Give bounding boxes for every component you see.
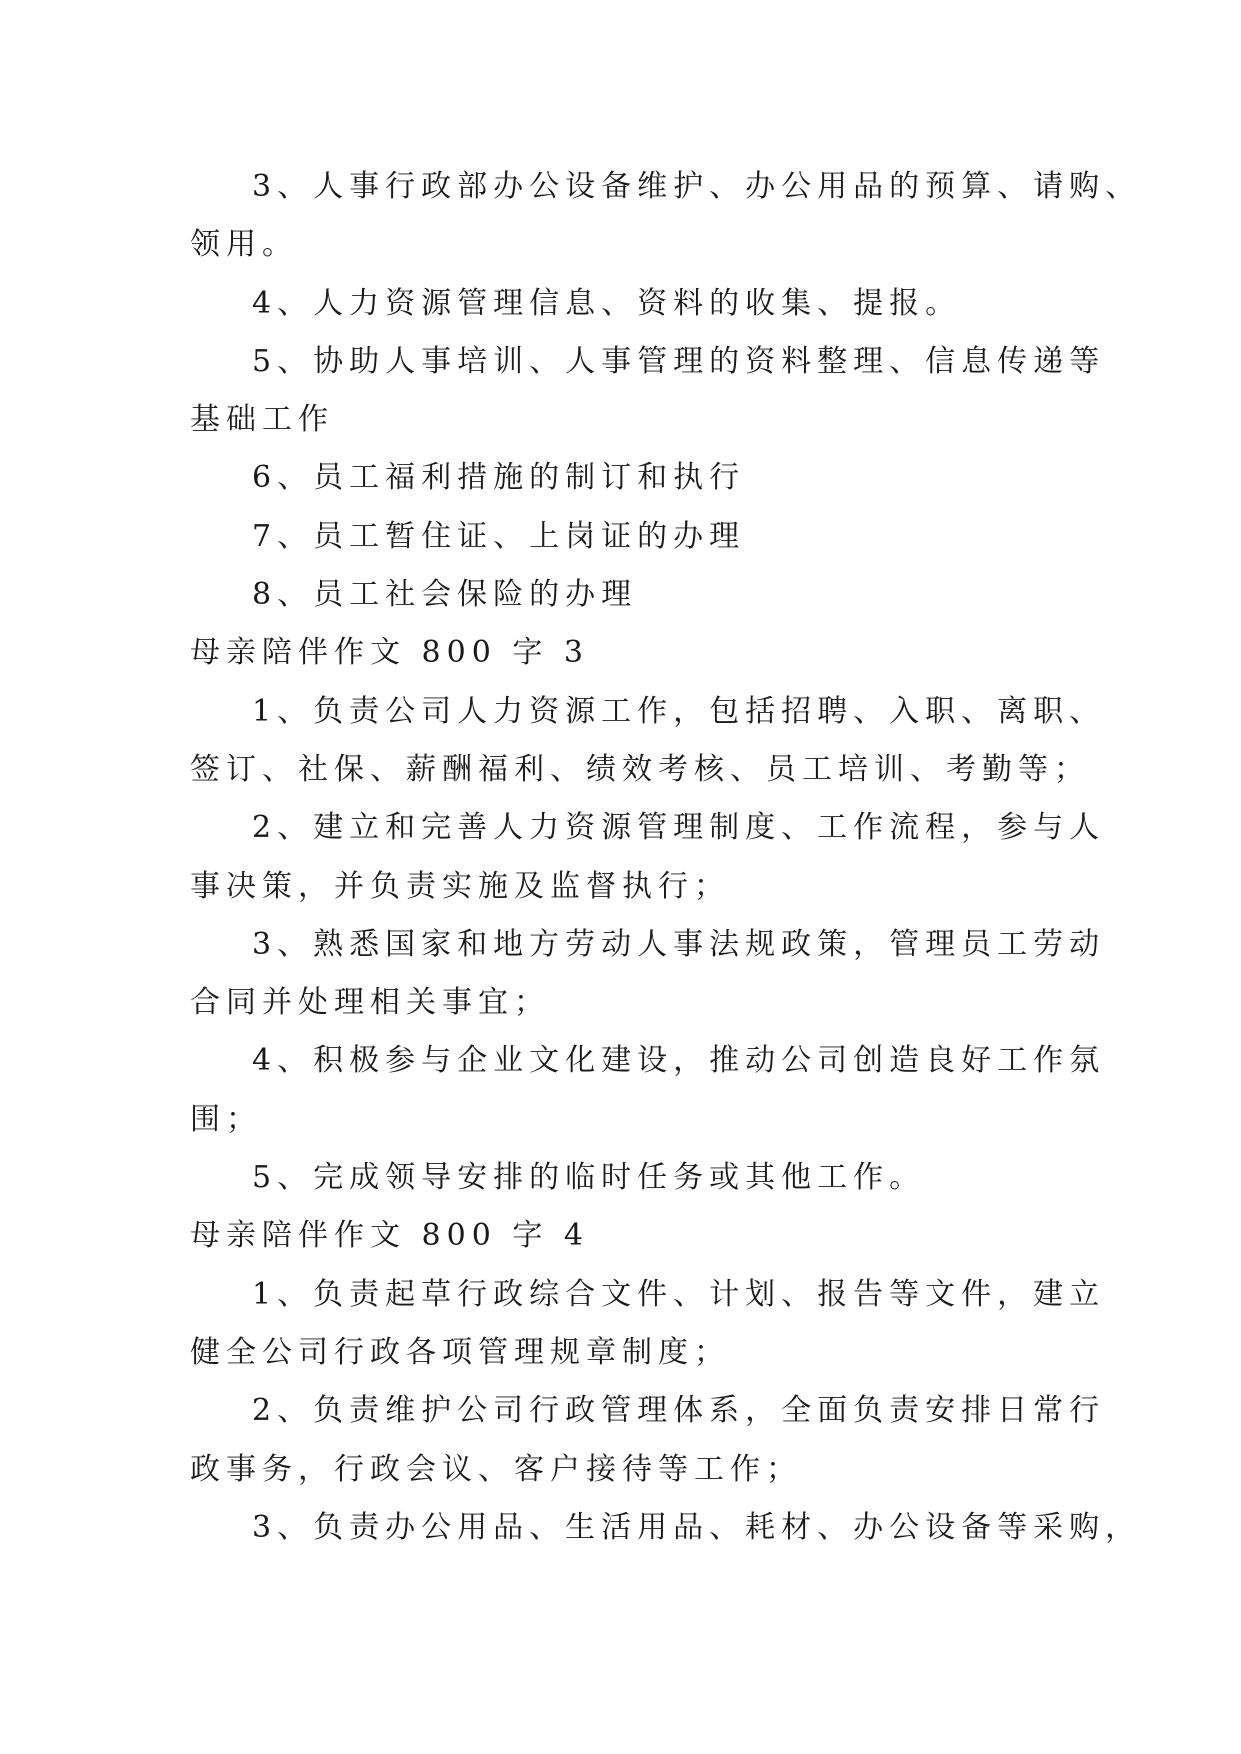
paragraph-line: 围； [190, 1101, 262, 1137]
paragraph-line: 基础工作 [190, 402, 334, 438]
document-body [190, 158, 1142, 1557]
section-heading: 母亲陪伴作文 800 字 4 [190, 1218, 589, 1254]
paragraph-line: 3、人事行政部办公设备维护、办公用品的预算、请购、 [252, 169, 1142, 204]
paragraph-line: 3、负责办公用品、生活用品、耗材、办公设备等采购， [252, 1509, 1142, 1545]
paragraph-line: 1、负责公司人力资源工作，包括招聘、入职、离职、 [252, 693, 1106, 729]
paragraph-line: 签订、社保、薪酬福利、绩效考核、员工培训、考勤等； [190, 751, 1090, 787]
paragraph-line: 8、员工社会保险的办理 [252, 577, 638, 613]
paragraph-line: 领用。 [190, 227, 298, 263]
paragraph-line: 2、建立和完善人力资源管理制度、工作流程，参与人 [252, 810, 1106, 846]
paragraph-line: 合同并处理相关事宜； [190, 985, 550, 1021]
paragraph-line: 事决策，并负责实施及监督执行； [190, 868, 730, 904]
paragraph-line: 4、人力资源管理信息、资料的收集、提报。 [252, 285, 962, 321]
paragraph-line: 3、熟悉国家和地方劳动人事法规政策，管理员工劳动 [252, 926, 1106, 962]
paragraph-line: 6、员工福利措施的制订和执行 [252, 460, 746, 496]
paragraph-line: 7、员工暂住证、上岗证的办理 [252, 518, 746, 554]
section-heading: 母亲陪伴作文 800 字 3 [190, 635, 589, 671]
paragraph-line: 2、负责维护公司行政管理体系，全面负责安排日常行 [252, 1393, 1106, 1429]
paragraph-line: 1、负责起草行政综合文件、计划、报告等文件，建立 [252, 1276, 1106, 1312]
paragraph-line: 5、完成领导安排的临时任务或其他工作。 [252, 1160, 926, 1196]
paragraph-line: 政事务，行政会议、客户接待等工作； [190, 1451, 802, 1487]
paragraph-line: 5、协助人事培训、人事管理的资料整理、信息传递等 [252, 343, 1106, 379]
paragraph-line: 4、积极参与企业文化建设，推动公司创造良好工作氛 [252, 1043, 1106, 1079]
paragraph-line: 健全公司行政各项管理规章制度； [190, 1334, 730, 1370]
